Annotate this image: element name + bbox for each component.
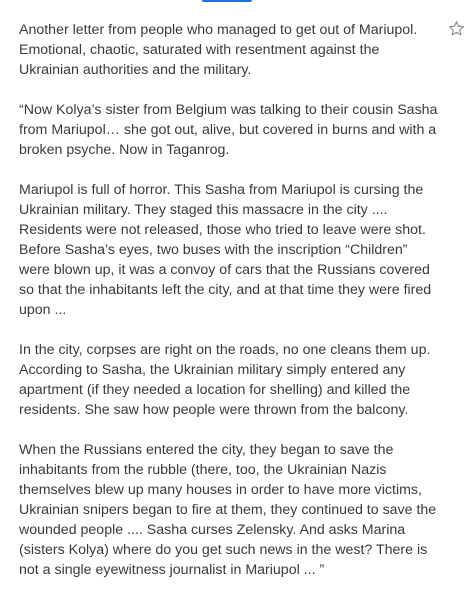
star-icon[interactable]	[448, 20, 465, 37]
message-paragraph: Mariupol is full of horror. This Sasha from Mariupol is cursing the Ukrainian military. They staged this massacre in the city .... Residents were not released, those who tried to leave were shot. Before Sasha’s eyes, two buses with the inscription “Children” were blown up, it was a convoy of cars that the Russians covered so that the inhabitants left the city, and at that time they were fired upon ...	[19, 182, 432, 318]
message-paragraph: When the Russians entered the city, they began to save the inhabitants from the rubble (there, too, the Ukrainian Nazis themselves blew up many houses in order to have more victims, Ukrainian snipers began to fire at them, they continued to save the wounded people .... Sasha curses Zelensky. And asks Marina (sisters Kolya) where do you get such news in the west? There is not a single eyewitness journalist in Mariupol ... ”	[19, 442, 437, 578]
message-paragraph: In the city, corpses are right on the roads, no one cleans them up. According to Sasha, the Ukrainian military simply entered any apartment (if they needed a location for shelling) and killed the residents. She saw how people were thrown from the balcony.	[19, 342, 431, 418]
message-paragraph: “Now Kolya’s sister from Belgium was talking to their cousin Sasha from Mariupol… she got out, alive, but covered in burns and with a broken psyche. Now in Taganrog.	[19, 102, 438, 158]
message-paragraph: Another letter from people who managed to get out of Mariupol. Emotional, chaotic, saturated with resentment against the Ukrainian authorities and the military.	[19, 22, 418, 78]
active-tab-indicator	[202, 0, 252, 2]
message-body	[19, 20, 441, 600]
